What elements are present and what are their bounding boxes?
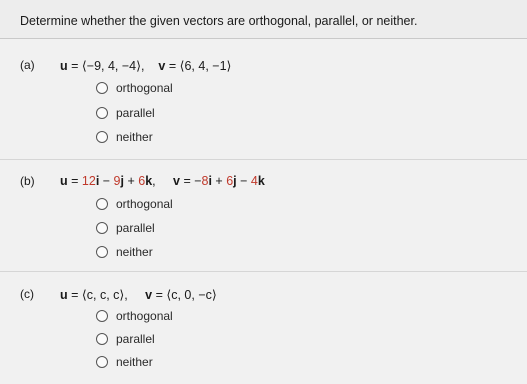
v-symbol: v: [145, 288, 153, 302]
coefficient: 4: [250, 174, 258, 188]
option-b-orthogonal[interactable]: [96, 196, 173, 212]
unit-vector-j: j: [233, 174, 237, 188]
option-label: parallel: [116, 106, 155, 120]
question-prompt: Determine whether the given vectors are orthogonal, parallel, or neither.: [20, 14, 418, 28]
option-label: neither: [116, 130, 153, 144]
u-symbol: u: [60, 288, 68, 302]
option-label: neither: [116, 355, 153, 369]
option-label: orthogonal: [116, 197, 173, 211]
divider: [0, 159, 527, 160]
radio-button[interactable]: [96, 356, 108, 368]
radio-button[interactable]: [96, 82, 108, 94]
option-b-neither[interactable]: [96, 244, 153, 260]
option-c-parallel[interactable]: [96, 331, 155, 347]
v-symbol: v: [173, 174, 180, 188]
option-a-parallel[interactable]: [96, 105, 155, 121]
expr-text: −: [99, 174, 114, 188]
option-label: neither: [116, 245, 153, 259]
radio-button[interactable]: [96, 107, 108, 119]
option-a-neither[interactable]: [96, 129, 153, 145]
option-b-parallel[interactable]: [96, 220, 155, 236]
radio-button[interactable]: [96, 310, 108, 322]
coefficient: 12: [81, 174, 96, 188]
expr-text: ,: [152, 174, 156, 188]
expr-text: +: [211, 174, 227, 188]
part-label-a: (a): [20, 58, 35, 72]
part-label-b: (b): [20, 174, 35, 188]
coefficient: 8: [201, 174, 209, 188]
v-value-a: = ⟨6, 4, −1⟩: [168, 59, 232, 73]
u-value-a: = ⟨−9, 4, −4⟩,: [71, 59, 145, 73]
u-symbol: u: [60, 59, 68, 73]
option-label: parallel: [116, 332, 155, 346]
radio-button[interactable]: [96, 198, 108, 210]
radio-button[interactable]: [96, 246, 108, 258]
v-value-c: = ⟨c, 0, −c⟩: [155, 288, 217, 302]
unit-vector-i: i: [95, 174, 100, 188]
option-label: orthogonal: [116, 81, 173, 95]
unit-vector-j: j: [120, 174, 124, 188]
vector-expression-c: [60, 287, 217, 302]
radio-button[interactable]: [96, 131, 108, 143]
option-label: orthogonal: [116, 309, 173, 323]
option-c-neither[interactable]: [96, 354, 153, 370]
part-label-c: (c): [20, 287, 34, 301]
option-c-orthogonal[interactable]: [96, 308, 173, 324]
coefficient: 9: [113, 174, 121, 188]
vector-expression-b: [60, 174, 265, 188]
u-symbol: u: [60, 174, 68, 188]
v-symbol: v: [158, 59, 166, 73]
option-a-orthogonal[interactable]: [96, 80, 173, 96]
radio-button[interactable]: [96, 333, 108, 345]
u-value-c: = ⟨c, c, c⟩,: [71, 288, 128, 302]
radio-button[interactable]: [96, 222, 108, 234]
expr-text: =: [71, 174, 82, 188]
vector-expression-a: [60, 58, 231, 73]
unit-vector-k: k: [257, 174, 265, 188]
option-label: parallel: [116, 221, 155, 235]
coefficient: 6: [138, 174, 146, 188]
header-bar: [0, 0, 527, 39]
divider: [0, 271, 527, 272]
unit-vector-k: k: [145, 174, 153, 188]
expr-text: +: [123, 174, 139, 188]
unit-vector-i: i: [208, 174, 212, 188]
coefficient: 6: [226, 174, 234, 188]
expr-text: = −: [183, 174, 202, 188]
expr-text: −: [236, 174, 251, 188]
